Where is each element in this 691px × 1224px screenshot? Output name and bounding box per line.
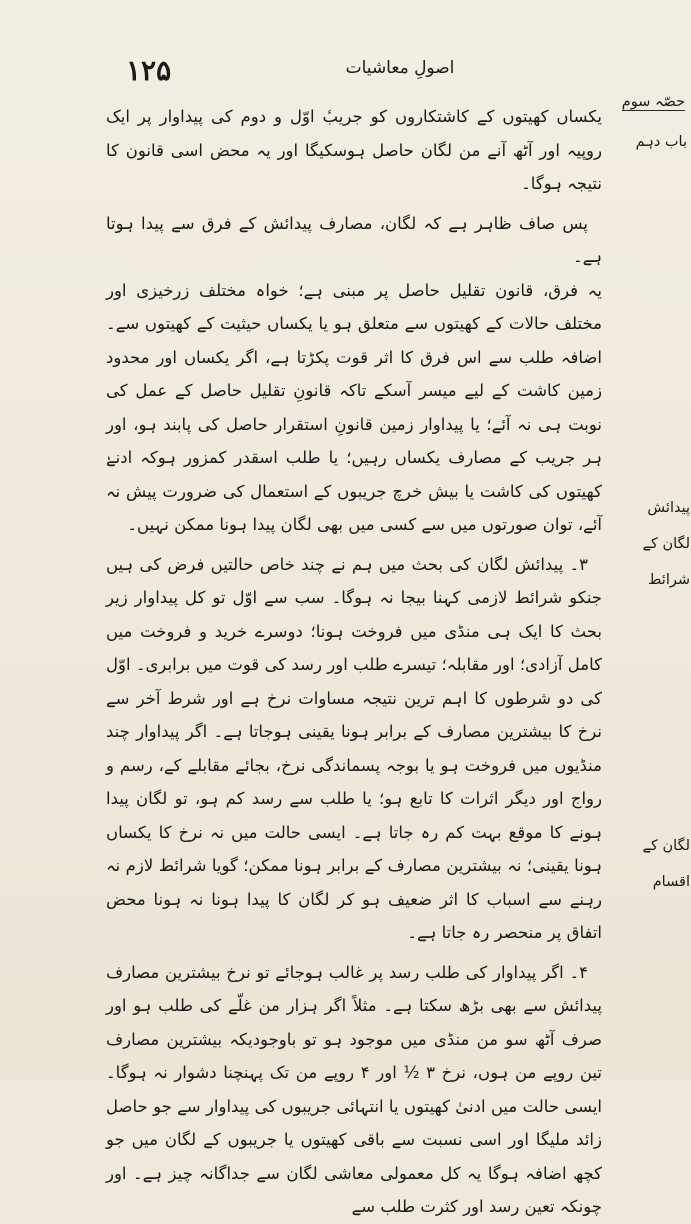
margin-note-rent-kinds: [612, 828, 690, 900]
paragraph: پس صاف ظاہر ہے کہ لگان، مصارف پیدائش کے فرق سے پیدا ہوتا ہے۔: [106, 213, 602, 266]
margin-note-line: لگان کے: [642, 536, 690, 552]
body-text: [106, 100, 602, 1224]
margin-note-part: [610, 90, 685, 114]
page-header: [0, 40, 691, 100]
margin-note-line: لگان کے: [642, 838, 690, 854]
paragraph: ۳۔ پیدائش لگان کی بحث میں ہم نے چند خاص حالتیں فرض کی ہیں جنکو شرائط لازمی کہنا بیجا نہ ہوگا۔ سب سے اوّل تو کل پیداوار زیر بحث کا ایک ہی منڈی میں فروخت ہونا؛ دوسرے خرید و فروخت میں کامل آزادی؛ اور مقابلہ؛ تیسرے طلب اور رسد کی قوت میں برابری۔ اوّل کی دو شرطوں کا اہم ترین نتیجہ مساوات نرخ ہے اور شرط آخر سے نرخ کا بیشترین مصارف کے برابر ہونا یقینی ہوجاتا ہے۔ اگر پیداوار چند منڈیوں میں فروخت ہو یا بوجہ پسماندگی نرخ، بجائے مقابلے کے، رسم و رواج اور دیگر اثرات کا تابع ہو؛ یا طلب سے رسد کم ہو، تو لگان پیدا ہونے کا موقع بہت کم رہ جاتا ہے۔ ایسی حالت میں نہ نرخ کا یکساں ہونا یقینی؛ نہ بیشترین مصارف کے برابر ہونا ممکن؛ گویا شرائط لازم نہ رہنے سے اسباب کا اثر ضعیف ہو کر لگان کا پیدا ہونا نہ ہونا محض اتفاق پر منحصر رہ جاتا ہے۔: [106, 554, 602, 942]
margin-note-line: اقسام: [652, 874, 690, 890]
paragraph: ۴۔ اگر پیداوار کی طلب رسد پر غالب ہوجائے تو نرخ بیشترین مصارف پیدائش سے بھی بڑھ سکتا ہے۔ مثلاً اگر ہزار من غلّے کی طلب ہو اور صرف آٹھ سو من منڈی میں موجود ہو تو باوجودیکہ بیشترین مصارف تین روپے من ہوں، نرخ ۳ ½ اور ۴ روپے من تک پہنچنا دشوار نہ ہوگا۔ ایسی حالت میں ادنیٰ کھیتوں یا انتہائی جریبوں کی پیداوار سے جو حاصل زائد ملیگا اور اسی نسبت سے باقی کھیتوں یا جریبوں کے لگان میں جو کچھ اضافہ ہوگا یہ کل معمولی معاشی لگان سے جداگانہ چیز ہے۔ اور چونکہ تعین رسد اور کثرت طلب سے: [106, 962, 602, 1216]
page-number: ۱۲۵: [126, 54, 172, 87]
margin-note-chapter: باب دہم: [635, 134, 687, 150]
running-title: اصولِ معاشیات: [345, 58, 455, 78]
margin-note-line: پیدائش: [647, 500, 690, 516]
margin-note-part-label: حصّہ سوم: [621, 94, 685, 110]
margin-note-line: شرائط: [648, 572, 690, 588]
paragraph: یکساں کھیتوں کے کاشتکاروں کو جریبٔ اوّل و دوم کی پیداوار پر ایک روپیہ اور آٹھ آنے من لگان حاصل ہوسکیگا اور یہ محض اسی قانون کا نتیجہ ہوگا۔: [106, 107, 602, 193]
paragraph: یہ فرق، قانون تقلیل حاصل پر مبنی ہے؛ خواہ مختلف زرخیزی اور مختلف حالات کے کھیتوں سے متعلق ہو یا یکساں حیثیت کے کھیتوں سے۔ اضافہ طلب سے اس فرق کا اثر قوت پکڑتا ہے، اگر یکساں اور محدود زمین کاشت کے لیے میسر آسکے تاکہ قانونِ تقلیل حاصل کے عمل کی نوبت ہی نہ آئے؛ یا پیداوار زمین قانونِ استقرار حاصل کی پابند ہو، اور ہر جریب کے مصارف یکساں رہیں؛ یا طلب اسقدر کمزور ہوکہ ادنےٰ کھیتوں کی کاشت یا بیش خرچ جریبوں کے استعمال کی ضرورت پیش نہ آئے، توان صورتوں میں سے کسی میں بھی لگان پیدا ہونا ممکن نہیں۔: [106, 280, 602, 534]
margin-note-rent-conditions: [612, 490, 690, 598]
